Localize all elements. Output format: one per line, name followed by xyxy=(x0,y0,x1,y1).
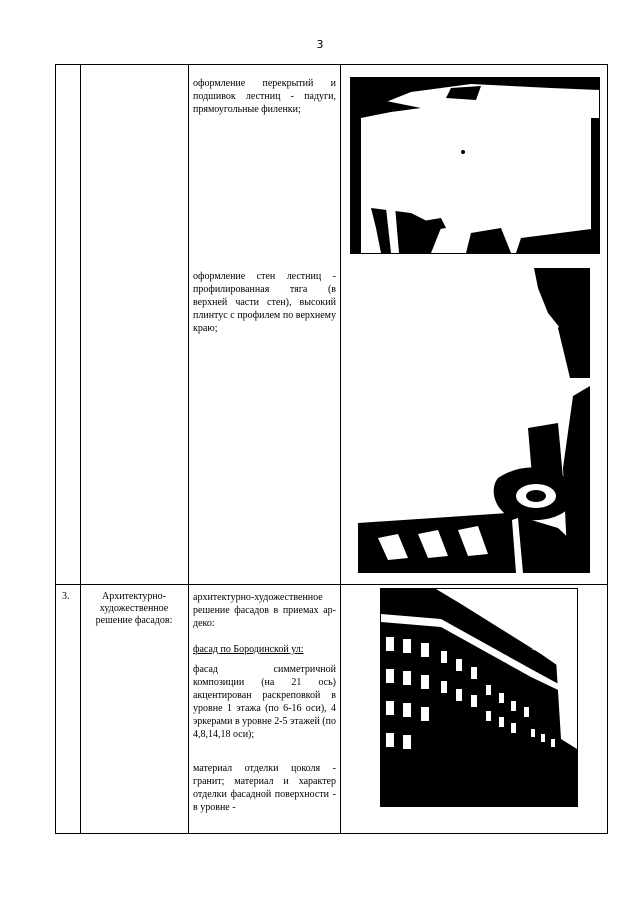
row-title: Архитектурно-художественное решение фасадов: xyxy=(95,591,173,626)
page-number: 3 xyxy=(316,38,324,51)
facade-composition: фасад симметричной композиции (на 21 ось) акцентирован раскреповкой в уровне 1 этажа (по 6-16 оси), 4 эркерами в уровне 2-5 этажей (по 4,8,14,18 оси); xyxy=(193,664,336,740)
ceiling-photo xyxy=(350,77,600,254)
facade-materials: материал отделки цоколя - гранит; материал и характер отделки фасадной поверхности - в уровне - xyxy=(193,763,336,813)
ceiling-description: оформление перекрытий и подшивок лестниц - падуги, прямоугольные филенки; xyxy=(193,78,336,115)
row-number: 3. xyxy=(62,591,70,602)
facade-intro: архитектурно-художественное решение фасадов в приемах ар-деко: xyxy=(193,592,336,629)
facade-street-label: фасад по Бородинской ул: xyxy=(193,644,304,655)
wall-description: оформление стен лестниц - профилированная тяга (в верхней части стен), высокий плинтус с профилем по верхнему краю; xyxy=(193,271,336,334)
facade-photo xyxy=(380,588,578,807)
staircase-photo xyxy=(358,268,590,573)
facade-street-heading xyxy=(193,643,336,656)
